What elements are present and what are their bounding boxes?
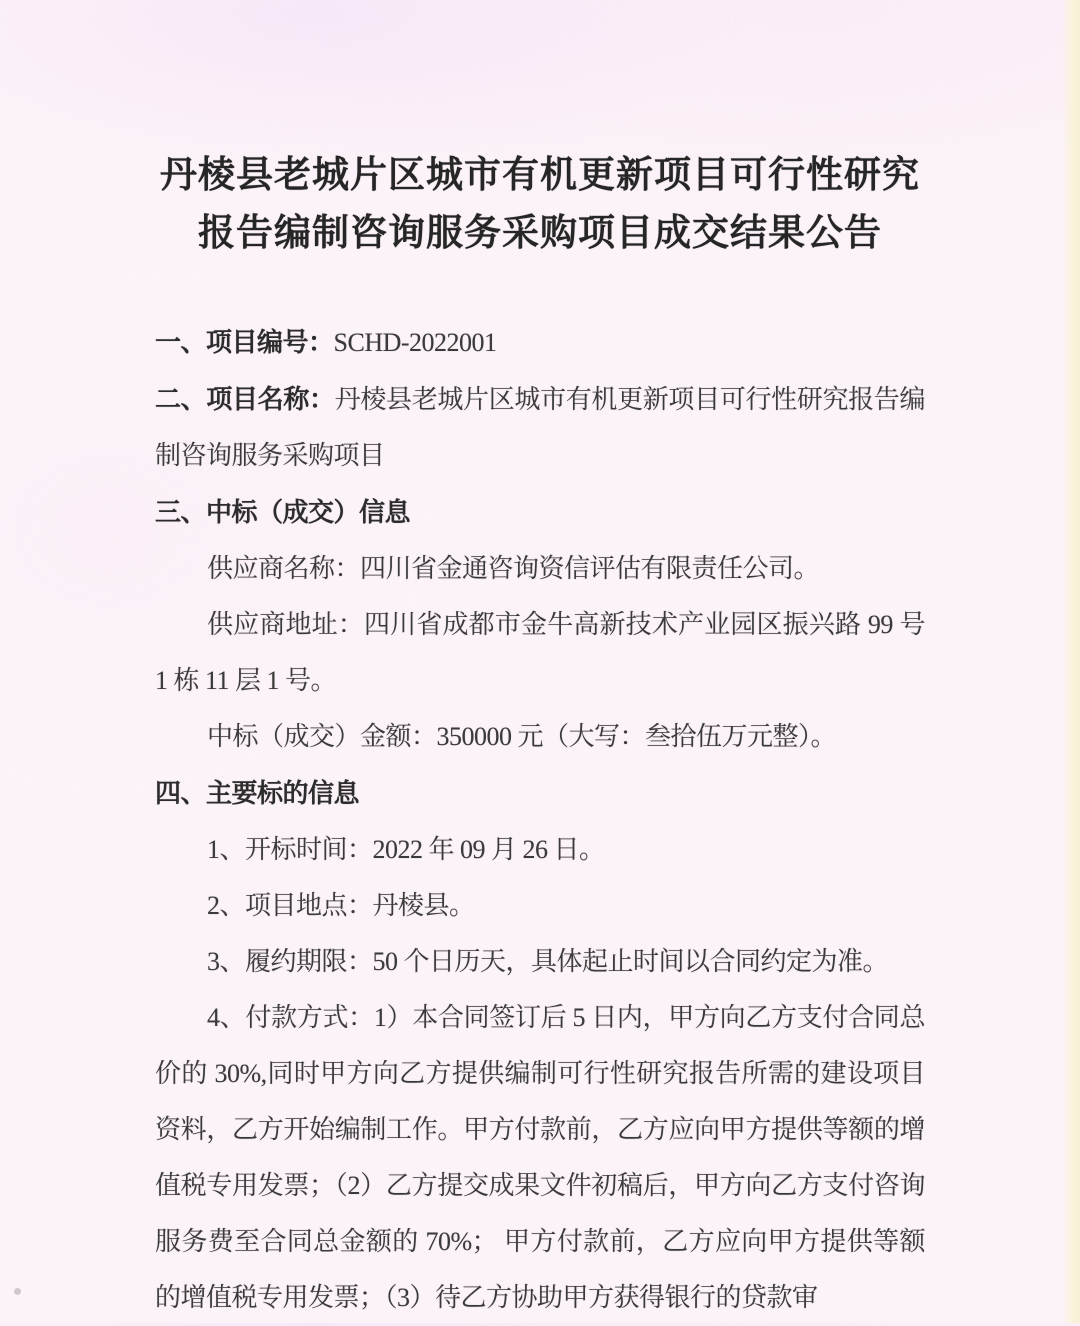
supplier-name-line: 供应商名称：四川省金通咨询资信评估有限责任公司。 — [207, 554, 820, 583]
main-subject-heading-label: 四、主要标的信息 — [155, 778, 360, 808]
item-project-location: 2、项目地点：丹棱县。 — [207, 891, 475, 920]
item-payment-method: 4、付款方式：1）本合同签订后 5 日内，甲方向乙方支付合同总价的 30%,同时甲方向乙方提供编制可行性研究报告所需的建设项目资料，乙方开始编制工作。甲方付款前，乙方应向甲方提供等额的增值税专用发票；（2）乙方提交成果文件初稿后，甲方向乙方支付咨询服务费至合同总金额的 70%； 甲方付款前，乙方应向甲方提供等额的增值税专用发票；（3）待乙方协助甲方获得银行的贷款审 — [155, 1003, 925, 1312]
award-info-heading — [155, 484, 925, 541]
item-performance-period: 3、履约期限：50 个日历天，具体起止时间以合同约定为准。 — [207, 947, 889, 976]
project-number-line — [155, 314, 925, 371]
project-name-paragraph — [155, 371, 925, 484]
award-amount-line: 中标（成交）金额：350000 元（大写：叁拾伍万元整）。 — [207, 722, 837, 751]
project-name-label: 二、项目名称： — [155, 384, 335, 414]
page-edge-strip — [1062, 0, 1080, 1323]
document-content — [155, 0, 925, 1326]
document-title — [155, 146, 925, 262]
project-number-value: SCHD-2022001 — [333, 328, 497, 357]
title-line-2: 报告编制咨询服务采购项目成交结果公告 — [198, 212, 882, 253]
scan-speck — [14, 1288, 21, 1295]
project-name-value: 丹棱县老城片区城市有机更新项目可行性研究报告编制咨询服务采购项目 — [155, 385, 925, 470]
item-open-bid-time: 1、开标时间：2022 年 09 月 26 日。 — [207, 835, 605, 864]
project-number-label: 一、项目编号： — [155, 327, 334, 357]
award-info-heading-label: 三、中标（成交）信息 — [155, 497, 411, 527]
main-subject-heading — [155, 765, 925, 822]
supplier-address-paragraph: 供应商地址：四川省成都市金牛高新技术产业园区振兴路 99 号 1 栋 11 层 1 号。 — [155, 610, 925, 695]
title-line-1: 丹棱县老城片区城市有机更新项目可行性研究 — [160, 154, 920, 195]
